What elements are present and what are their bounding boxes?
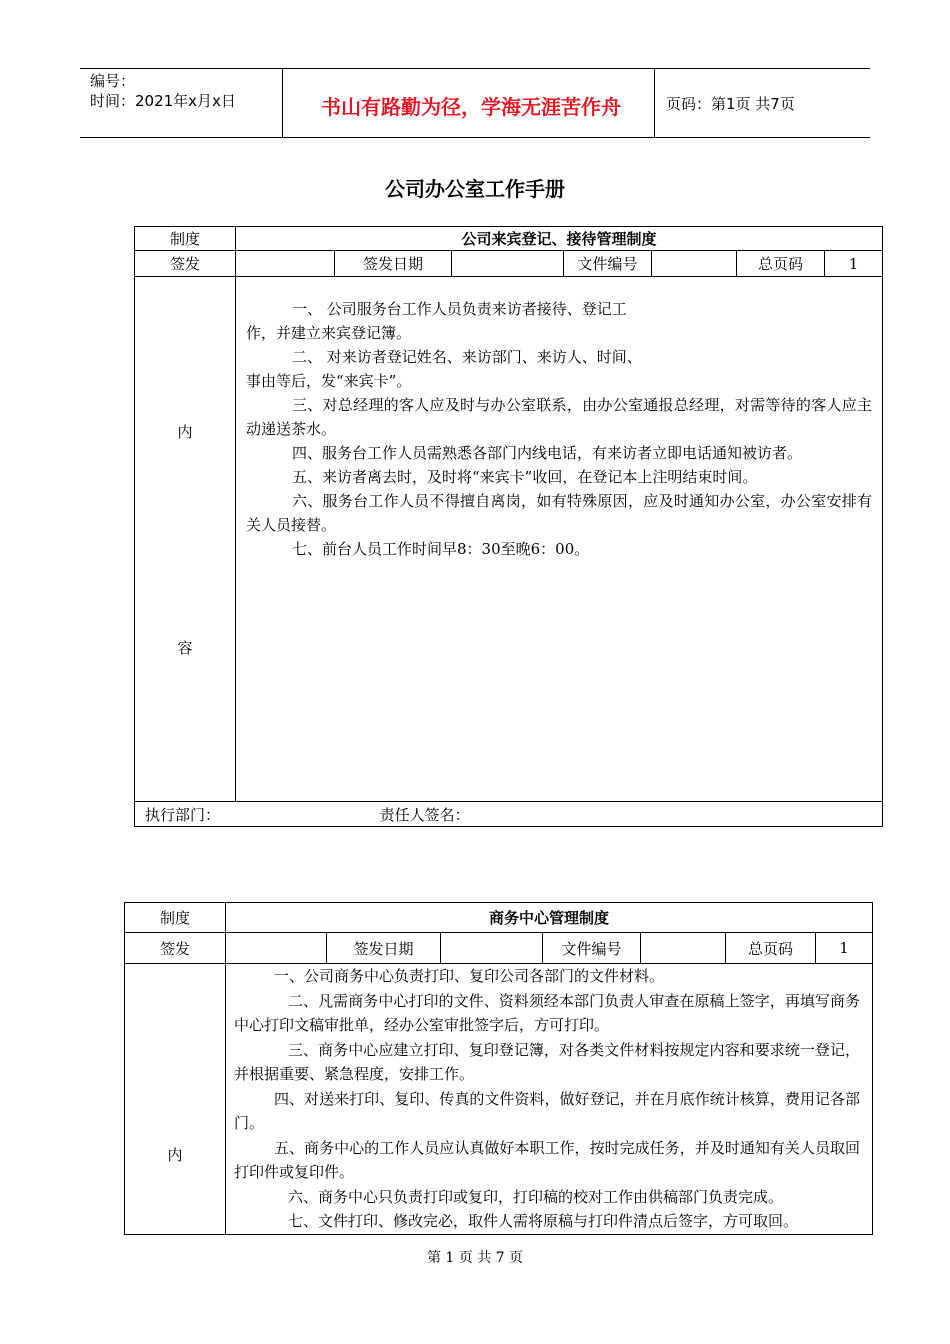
form-footer <box>135 802 883 827</box>
regulation-label: 制度 <box>125 903 226 933</box>
regulation-form-1 <box>134 226 883 827</box>
header-page-info: 页码：第1页 共7页 <box>666 95 795 113</box>
content-paragraph: 七、前台人员工作时间早8：30至晚6：00。 <box>292 540 590 558</box>
content-paragraph: 一、 公司服务台工作人员负责来访者接待、登记工 <box>292 300 627 318</box>
doc-number-label: 文件编号 <box>543 933 641 964</box>
content-paragraph: 事由等后，发“来宾卡”。 <box>246 372 412 390</box>
sign-date-value <box>441 933 543 964</box>
total-pages-value: 1 <box>816 933 873 964</box>
total-pages-label: 总页码 <box>726 933 816 964</box>
number-label: 编号： <box>90 72 136 90</box>
content-paragraph: 二、凡需商务中心打印的文件、资料须经本部门负责人审查在原稿上签字，再填写商务中心打印文稿审批单，经办公室审批签字后，方可打印。 <box>234 991 861 1034</box>
responsible-signature-label: 责任人签名： <box>379 805 470 824</box>
sign-date-label: 签发日期 <box>327 933 441 964</box>
header-divider <box>282 69 283 137</box>
doc-number-label: 文件编号 <box>564 251 652 277</box>
doc-number-value <box>652 251 737 277</box>
content-label-cell <box>125 964 226 1235</box>
document-title: 公司办公室工作手册 <box>385 177 565 201</box>
page-footer: 第 1 页 共 7 页 <box>426 1250 524 1266</box>
content-paragraph: 三、对总经理的客人应及时与办公室联系，由办公室通报总经理，对需等待的客人应主动递送茶水。 <box>246 396 873 438</box>
content-label-cell <box>135 277 236 802</box>
sign-label: 签发 <box>125 933 226 964</box>
total-pages-value: 1 <box>825 251 883 277</box>
regulation-title: 公司来宾登记、接待管理制度 <box>236 227 883 251</box>
regulation-form-2 <box>124 902 873 1235</box>
header-divider <box>654 69 655 137</box>
content-paragraph: 二、 对来访者登记姓名、来访部门、来访人、时间、 <box>292 348 642 366</box>
content-paragraph: 五、来访者离去时，及时将“来宾卡”收回，在登记本上注明结束时间。 <box>292 468 758 486</box>
content-paragraph: 一、公司商务中心负责打印、复印公司各部门的文件材料。 <box>274 967 665 985</box>
content-label-top: 内 <box>167 1146 183 1164</box>
sign-value <box>226 933 327 964</box>
content-paragraph: 六、商务中心只负责打印或复印，打印稿的校对工作由供稿部门负责完成。 <box>288 1187 784 1206</box>
content-paragraph: 六、服务台工作人员不得擅自离岗，如有特殊原因，应及时通知办公室，办公室安排有关人员接替。 <box>246 492 873 534</box>
content-paragraph: 七、文件打印、修改完必，取件人需将原稿与打印件清点后签字，方可取回。 <box>288 1212 799 1230</box>
sign-value <box>236 251 335 277</box>
regulation-label: 制度 <box>135 227 236 251</box>
document-header <box>80 68 870 138</box>
sign-date-label: 签发日期 <box>335 251 452 277</box>
doc-number-value <box>641 933 726 964</box>
content-label-top: 内 <box>177 423 193 441</box>
header-meta <box>90 71 236 111</box>
executing-department-label: 执行部门： <box>145 805 221 824</box>
content-paragraph: 三、商务中心应建立打印、复印登记簿，对各类文件材料按规定内容和要求统一登记，并根据重要、紧急程度，安排工作。 <box>234 1040 861 1083</box>
total-pages-label: 总页码 <box>737 251 825 277</box>
regulation-title: 商务中心管理制度 <box>226 903 873 933</box>
content-label-bottom: 容 <box>177 639 193 657</box>
sign-label: 签发 <box>135 251 236 277</box>
regulation-content <box>226 964 873 1235</box>
content-paragraph: 四、服务台工作人员需熟悉各部门内线电话，有来访者立即电话通知被访者。 <box>292 444 803 462</box>
content-paragraph: 四、对送来打印、复印、传真的文件资料，做好登记，并在月底作统计核算，费用记各部门。 <box>234 1089 861 1132</box>
content-paragraph: 作，并建立来宾登记簿。 <box>246 324 412 342</box>
regulation-content <box>236 277 883 802</box>
content-paragraph: 五、商务中心的工作人员应认真做好本职工作，按时完成任务，并及时通知有关人员取回打印件或复印件。 <box>234 1138 861 1181</box>
time-label: 时间：2021年x月x日 <box>90 92 236 110</box>
sign-date-value <box>452 251 564 277</box>
header-motto: 书山有路勤为径，学海无涯苦作舟 <box>321 95 621 119</box>
